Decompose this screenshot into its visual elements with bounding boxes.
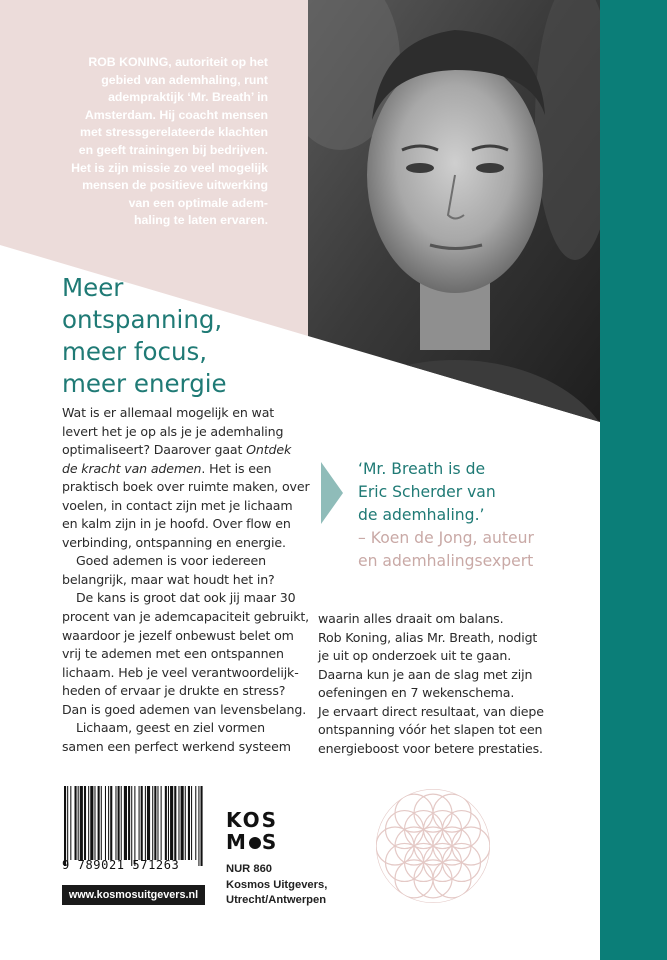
barcode-bar <box>188 786 190 860</box>
body-line: Rob Koning, alias Mr. Breath, nodigt <box>318 629 538 645</box>
logo-letter: M <box>226 830 248 854</box>
barcode-bar <box>195 786 196 860</box>
body-line: De kans is groot dat ook jij maar 30 <box>76 590 296 606</box>
barcode-bar <box>145 786 146 860</box>
quote-line: ‘Mr. Breath is de <box>358 460 486 478</box>
barcode-bar <box>157 786 158 860</box>
barcode-bar <box>118 786 120 860</box>
body-line: samen een perfect werkend systeem <box>62 738 291 754</box>
body-line <box>62 460 312 479</box>
barcode-bar <box>78 786 79 860</box>
barcode-bar <box>174 786 176 860</box>
body-line: Daarna kun je aan de slag met zijn <box>318 666 533 682</box>
publisher-line: Utrecht/Antwerpen <box>226 894 327 907</box>
barcode-bar <box>165 786 167 860</box>
teal-spine-strip <box>600 0 667 960</box>
body-line: en kalm zijn in je hoofd. Over flow en <box>62 516 291 532</box>
body-line: Dan is goed ademen van levensbelang. <box>62 701 307 717</box>
barcode-bar <box>105 786 106 860</box>
flower-of-life-icon <box>373 786 493 906</box>
body-line: vrij te ademen met een ontspannen <box>62 646 284 662</box>
body-line: Wat is er allemaal mogelijk en wat <box>62 405 275 420</box>
barcode-bar <box>141 786 143 860</box>
barcode-bar <box>147 786 150 860</box>
headline-line: meer energie <box>62 369 227 398</box>
barcode-bar <box>70 786 71 860</box>
publisher-line: NUR 860 <box>226 863 273 875</box>
body-line: heden of ervaar je drukte en stress? <box>62 683 286 699</box>
barcode-bar <box>80 786 83 860</box>
bio-line: van een optimale adem- <box>128 195 268 210</box>
quote-line: de ademhaling.’ <box>358 506 485 524</box>
headline-line: ontspanning, <box>62 305 223 334</box>
attribution-line: en ademhalingsexpert <box>358 552 534 570</box>
publisher-line: Kosmos Uitgevers, <box>226 878 328 891</box>
quote-line: Eric Scherder van <box>358 483 496 501</box>
barcode-bar <box>131 786 132 866</box>
barcode-bar <box>191 786 192 860</box>
logo-line-1: KOS <box>226 808 279 832</box>
barcode-bar <box>134 786 135 866</box>
bio-line: adempraktijk ‘Mr. Breath’ in <box>108 90 268 105</box>
quote-arrow-icon <box>321 462 345 524</box>
body-line: verbinding, ontspanning en energie. <box>62 534 286 550</box>
isbn-number: 9 789021 571263 <box>62 858 180 872</box>
barcode-bar <box>115 786 116 860</box>
publisher-url[interactable]: www.kosmosuitgevers.nl <box>62 885 205 905</box>
body-line: procent van je ademcapaciteit gebruikt, <box>62 609 310 625</box>
barcode-bar <box>108 786 109 860</box>
bio-line: met stressgerelateerde klachten <box>80 125 268 140</box>
quote-attribution <box>358 527 598 573</box>
barcode-bar <box>181 786 184 860</box>
barcode-bar <box>110 786 112 860</box>
body-line: waardoor je jezelf onbewust belet om <box>62 627 294 643</box>
body-line: lichaam. Heb je veel verantwoordelijk- <box>62 664 299 680</box>
barcode-bar <box>67 786 68 866</box>
bio-line: Het is zijn missie zo veel mogelijk <box>71 160 268 175</box>
barcode-bar <box>152 786 153 860</box>
barcode-bar <box>198 786 199 866</box>
barcode-bar <box>124 786 127 860</box>
barcode-bar <box>101 786 102 860</box>
barcode-bar <box>84 786 86 860</box>
body-line: Lichaam, geest en ziel vormen <box>76 720 265 736</box>
book-title-italic: Ontdek <box>246 442 292 458</box>
kosmos-logo <box>226 808 279 854</box>
body-line: oefeningen en 7 wekenschema. <box>318 685 515 701</box>
bio-line: en geeft trainingen bij bedrijven. <box>78 142 268 157</box>
body-line: Je ervaart direct resultaat, van diepe <box>318 703 544 719</box>
publisher-info <box>226 862 356 909</box>
bio-line: Amsterdam. Hij coacht mensen <box>84 107 268 122</box>
headline-line: Meer <box>62 273 124 302</box>
barcode-bar <box>121 786 122 860</box>
book-title-italic: de kracht van ademen <box>62 460 202 476</box>
barcode-bar <box>139 786 140 860</box>
body-line: levert het je op als je je ademhaling <box>62 423 284 439</box>
logo-dot-icon <box>249 837 261 849</box>
barcode-bar <box>170 786 173 860</box>
headline-line: meer focus, <box>62 337 208 366</box>
barcode-bar <box>168 786 169 860</box>
body-column-1 <box>62 404 312 756</box>
attribution-line: – Koen de Jong, auteur <box>358 529 534 547</box>
body-line: voelen, in contact zijn met je lichaam <box>62 497 293 513</box>
body-text-fragment: optimaliseert? Daarover gaat <box>62 442 247 458</box>
logo-line-2 <box>226 830 279 854</box>
bio-line: mensen de positieve uitwerking <box>82 178 268 193</box>
body-line: belangrijk, maar wat houdt het in? <box>62 571 275 587</box>
body-line: energieboost voor betere prestaties. <box>318 740 543 756</box>
barcode-bar <box>90 786 93 860</box>
barcode-bar <box>128 786 130 860</box>
author-bio <box>46 54 268 230</box>
barcode-bar <box>178 786 179 860</box>
logo-letter: S <box>261 830 279 854</box>
body-line <box>62 441 312 460</box>
barcode-bar <box>88 786 89 860</box>
barcode-bar <box>98 786 100 860</box>
barcode-bar <box>64 786 66 866</box>
barcode-bar <box>161 786 162 860</box>
headline <box>62 272 322 400</box>
barcode-bar <box>201 786 203 866</box>
body-line: je uit op onderzoek uit te gaan. <box>318 648 512 664</box>
bio-line: ROB KONING, autoriteit op het <box>88 55 268 69</box>
body-line: Goed ademen is voor iedereen <box>76 553 266 569</box>
bio-line: gebied van ademhaling, runt <box>101 72 268 87</box>
barcode-bar <box>75 786 77 860</box>
body-line: waarin alles draait om balans. <box>318 611 504 626</box>
barcode-bar <box>154 786 156 860</box>
testimonial-quote <box>358 458 588 527</box>
body-column-2 <box>318 610 578 758</box>
body-text-fragment: . Het is een <box>201 460 272 476</box>
body-line: praktisch boek over ruimte maken, over <box>62 479 310 495</box>
body-line: ontspanning vóór het slapen tot een <box>318 722 543 738</box>
barcode-bar <box>94 786 95 860</box>
bio-line: haling te laten ervaren. <box>134 213 268 228</box>
barcode-bar <box>185 786 186 860</box>
